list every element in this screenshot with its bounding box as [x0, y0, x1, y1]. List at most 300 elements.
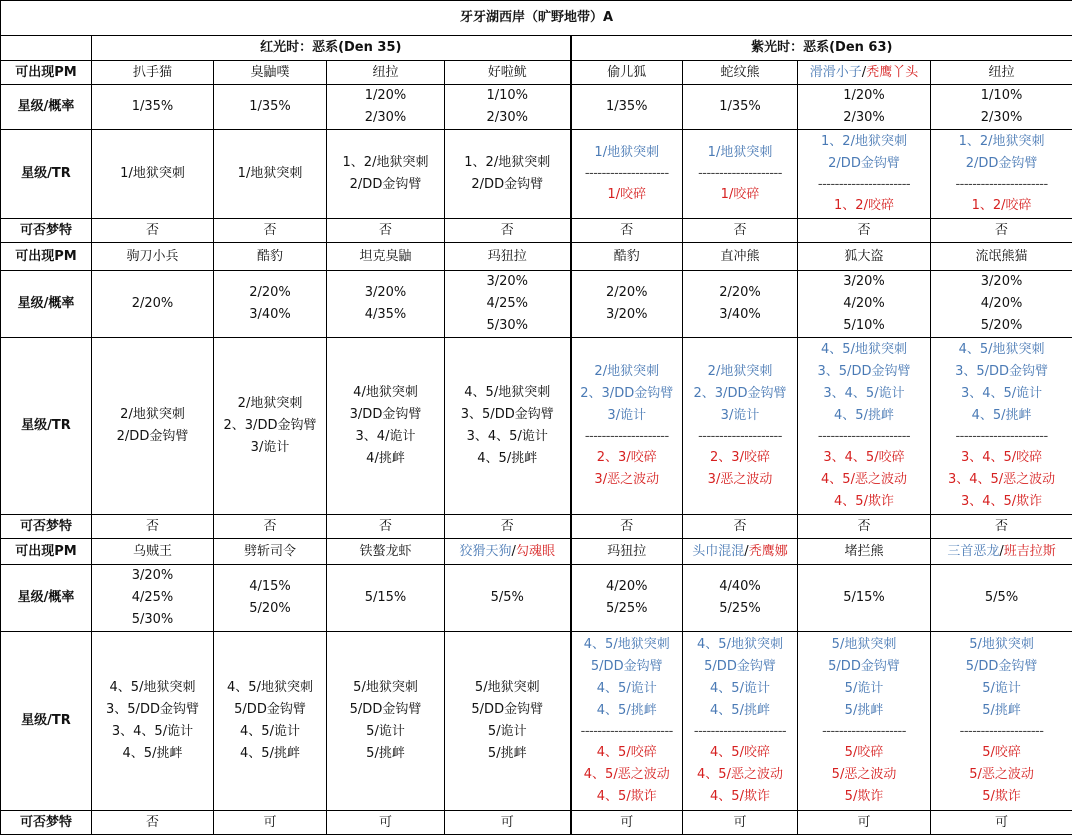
text-line: 4/15% [214, 576, 326, 598]
dream-flag: 否 [445, 219, 571, 243]
tr-list [445, 632, 571, 811]
text-line: 5/DD金钩臂 [214, 699, 326, 721]
dream-flag: 否 [214, 219, 327, 243]
text-line: 5/地狱突刺 [931, 634, 1072, 656]
text-line: 3、4、5/诡计 [798, 383, 930, 405]
text-line: 5/地狱突刺 [798, 634, 930, 656]
row-tr [1, 130, 1072, 219]
text-line: 5/DD金钩臂 [572, 656, 683, 678]
text-line: 4、5/咬碎 [572, 742, 683, 764]
text-line: 5/5% [931, 587, 1072, 609]
pokemon-name-part: 纽拉 [372, 65, 398, 80]
pokemon-name [214, 539, 327, 565]
text-line: 3/诡计 [683, 405, 797, 427]
pokemon-name [571, 243, 683, 271]
text-line: 1、2/咬碎 [798, 195, 930, 217]
pokemon-name-part: 玛狃拉 [488, 249, 527, 264]
row-label-tr: 星级/TR [1, 338, 92, 515]
pokemon-name-part: 直冲熊 [720, 249, 759, 264]
row-label-rate: 星级/概率 [1, 85, 92, 130]
text-line: 4、5/欺诈 [798, 491, 930, 513]
text-line: 2/20% [683, 282, 797, 304]
text-line: 4、5/地狱突刺 [445, 382, 570, 404]
text-line: 1/咬碎 [572, 184, 683, 206]
text-line: 2/20% [214, 282, 326, 304]
text-line: 4、5/地狱突刺 [572, 634, 683, 656]
pokemon-name-part: 三首恶龙 [947, 544, 999, 559]
text-line: 4、5/挑衅 [931, 405, 1072, 427]
pokemon-name [92, 243, 214, 271]
dream-flag: 否 [327, 219, 445, 243]
text-line: 5/咬碎 [931, 742, 1072, 764]
tr-list [931, 130, 1072, 219]
text-line: 1/10% [931, 85, 1072, 107]
text-line: 2/地狱突刺 [92, 404, 213, 426]
pokemon-name [92, 539, 214, 565]
dream-flag: 否 [92, 515, 214, 539]
star-rate [327, 565, 445, 632]
tr-divider: -------------------- [798, 722, 930, 742]
text-line: 2、3/咬碎 [683, 447, 797, 469]
star-rate [327, 271, 445, 338]
tr-list [571, 130, 683, 219]
row-label-rate: 星级/概率 [1, 565, 92, 632]
text-line: 4、5/诡计 [683, 678, 797, 700]
star-rate [92, 271, 214, 338]
text-line: 5/DD金钩臂 [798, 656, 930, 678]
star-rate [214, 271, 327, 338]
text-line: 5/30% [445, 315, 570, 337]
text-line: 4、5/挑衅 [445, 448, 570, 470]
star-rate [931, 85, 1072, 130]
text-line: 4、5/地狱突刺 [214, 677, 326, 699]
text-line: 2/20% [572, 282, 683, 304]
text-line: 1/35% [683, 96, 797, 118]
pokemon-name-part: 酷豹 [614, 249, 640, 264]
text-line: 5/20% [931, 315, 1072, 337]
text-line: 4、5/挑衅 [798, 405, 930, 427]
text-line: 3/诡计 [572, 405, 683, 427]
text-line: 4、5/地狱突刺 [92, 677, 213, 699]
pokemon-name-part: / [512, 544, 516, 559]
row-dream [1, 515, 1072, 539]
star-rate [571, 85, 683, 130]
pokemon-name [683, 243, 798, 271]
sheet-title: 牙牙湖西岸（旷野地带）A [1, 1, 1072, 36]
pokemon-name-part: 蛇纹熊 [720, 65, 759, 80]
star-rate [683, 271, 798, 338]
text-line: 2/DD金钩臂 [92, 426, 213, 448]
tr-list [798, 338, 931, 515]
pokemon-name-part: / [744, 544, 748, 559]
star-rate [798, 271, 931, 338]
pokemon-name [798, 243, 931, 271]
pokemon-name-part: 狐大盗 [844, 249, 883, 264]
text-line: 4、5/恶之波动 [683, 764, 797, 786]
dream-flag: 否 [571, 219, 683, 243]
text-line: 5/诡计 [445, 721, 570, 743]
dream-flag: 可 [214, 811, 327, 835]
text-line: 5/挑衅 [931, 700, 1072, 722]
tr-list [571, 632, 683, 811]
text-line: 3、5/DD金钩臂 [798, 361, 930, 383]
text-line: 4、5/欺诈 [572, 786, 683, 808]
dream-flag: 可 [327, 811, 445, 835]
text-line: 5/欺诈 [931, 786, 1072, 808]
tr-list [327, 632, 445, 811]
pokemon-name [798, 61, 931, 85]
row-label-dream: 可否梦特 [1, 515, 92, 539]
corner-cell [1, 36, 92, 61]
star-rate [445, 565, 571, 632]
text-line: 5/挑衅 [327, 743, 444, 765]
pokemon-name [931, 61, 1072, 85]
star-rate [931, 565, 1072, 632]
pokemon-name-part: 狡猾天狗 [460, 544, 512, 559]
dream-flag: 否 [92, 219, 214, 243]
text-line: 2/地狱突刺 [572, 361, 683, 383]
row-tr [1, 338, 1072, 515]
dream-flag: 可 [571, 811, 683, 835]
text-line: 5/15% [798, 587, 930, 609]
text-line: 5/15% [327, 587, 444, 609]
text-line: 4、5/挑衅 [572, 700, 683, 722]
text-line: 4、5/诡计 [214, 721, 326, 743]
pokemon-name [798, 539, 931, 565]
text-line: 3、4、5/恶之波动 [931, 469, 1072, 491]
star-rate [931, 271, 1072, 338]
dream-flag: 否 [214, 515, 327, 539]
text-line: 2/30% [931, 107, 1072, 129]
text-line: 4、5/挑衅 [683, 700, 797, 722]
dream-flag: 可 [683, 811, 798, 835]
text-line: 3/20% [931, 271, 1072, 293]
star-rate [92, 85, 214, 130]
text-line: 5/5% [445, 587, 570, 609]
row-label-tr: 星级/TR [1, 632, 92, 811]
text-line: 4/25% [445, 293, 570, 315]
text-line: 3/20% [445, 271, 570, 293]
text-line: 2/DD金钩臂 [798, 153, 930, 175]
pokemon-name [571, 539, 683, 565]
pokemon-name-part: 好啦鱿 [488, 65, 527, 80]
text-line: 5/恶之波动 [798, 764, 930, 786]
text-line: 5/诡计 [798, 678, 930, 700]
text-line: 5/25% [572, 598, 683, 620]
tr-divider: -------------------- [683, 427, 797, 447]
text-line: 1/35% [214, 96, 326, 118]
text-line: 1/35% [572, 96, 683, 118]
text-line: 5/恶之波动 [931, 764, 1072, 786]
text-line: 5/20% [214, 598, 326, 620]
pokemon-name [445, 243, 571, 271]
pokemon-name [445, 539, 571, 565]
tr-divider: -------------------- [572, 427, 683, 447]
tr-list [683, 130, 798, 219]
text-line: 1/地狱突刺 [683, 142, 797, 164]
text-line: 3、4、5/咬碎 [931, 447, 1072, 469]
tr-list [571, 338, 683, 515]
pokemon-name-part: 滑滑小子 [810, 65, 862, 80]
pokemon-name-part: 劈斩司令 [244, 544, 296, 559]
star-rate [445, 271, 571, 338]
text-line: 1/20% [798, 85, 930, 107]
pokemon-name-part: 臭鼬噗 [250, 65, 289, 80]
tr-divider: -------------------- [683, 164, 797, 184]
text-line: 2/30% [798, 107, 930, 129]
text-line: 3、4、5/诡计 [445, 426, 570, 448]
text-line: 5/DD金钩臂 [327, 699, 444, 721]
dream-flag: 否 [327, 515, 445, 539]
tr-list [445, 338, 571, 515]
tr-divider: ---------------------- [798, 427, 930, 447]
text-line: 1、2/咬碎 [931, 195, 1072, 217]
tr-list [683, 632, 798, 811]
row-pm [1, 539, 1072, 565]
star-rate [214, 85, 327, 130]
pokemon-name-part: 班吉拉斯 [1004, 544, 1056, 559]
text-line: 3/20% [798, 271, 930, 293]
text-line: 4、5/咬碎 [683, 742, 797, 764]
tr-divider: ---------------------- [931, 175, 1072, 195]
text-line: 2/DD金钩臂 [931, 153, 1072, 175]
star-rate [798, 85, 931, 130]
dream-flag: 否 [931, 515, 1072, 539]
text-line: 4/20% [931, 293, 1072, 315]
pokemon-name-part: 坦克臭鼬 [359, 249, 411, 264]
dream-flag: 否 [683, 219, 798, 243]
text-line: 3/20% [327, 282, 444, 304]
star-rate [92, 565, 214, 632]
tr-list [931, 632, 1072, 811]
star-rate [683, 565, 798, 632]
pokemon-name [931, 539, 1072, 565]
text-line: 3/恶之波动 [572, 469, 683, 491]
dream-flag: 否 [798, 515, 931, 539]
pokemon-name-part: 酷豹 [257, 249, 283, 264]
star-rate [571, 565, 683, 632]
text-line: 5/地狱突刺 [445, 677, 570, 699]
dream-flag: 可 [931, 811, 1072, 835]
row-pm [1, 243, 1072, 271]
text-line: 5/10% [798, 315, 930, 337]
text-line: 5/欺诈 [798, 786, 930, 808]
pokemon-name-part: 堵拦熊 [844, 544, 883, 559]
row-label-pm: 可出现PM [1, 61, 92, 85]
text-line: 1、2/地狱突刺 [445, 152, 570, 174]
row-label-dream: 可否梦特 [1, 219, 92, 243]
row-label-tr: 星级/TR [1, 130, 92, 219]
tr-list [327, 130, 445, 219]
text-line: 3、5/DD金钩臂 [92, 699, 213, 721]
text-line: 4、5/挑衅 [92, 743, 213, 765]
text-line: 2、3/DD金钩臂 [572, 383, 683, 405]
text-line: 3、4、5/诡计 [931, 383, 1072, 405]
text-line: 3、4、5/咬碎 [798, 447, 930, 469]
star-rate [683, 85, 798, 130]
dream-flag: 否 [571, 515, 683, 539]
text-line: 1/咬碎 [683, 184, 797, 206]
text-line: 3/DD金钩臂 [327, 404, 444, 426]
pokemon-name [92, 61, 214, 85]
text-line: 2/DD金钩臂 [445, 174, 570, 196]
pokemon-name-part: 驹刀小兵 [126, 249, 178, 264]
text-line: 5/挑衅 [798, 700, 930, 722]
text-line: 5/30% [92, 609, 213, 631]
pokemon-name-part: 流氓熊猫 [976, 249, 1028, 264]
text-line: 1/20% [327, 85, 444, 107]
row-label-dream: 可否梦特 [1, 811, 92, 835]
dream-flag: 否 [798, 219, 931, 243]
text-line: 3、4、5/诡计 [92, 721, 213, 743]
text-line: 5/DD金钩臂 [683, 656, 797, 678]
text-line: 2/20% [92, 293, 213, 315]
text-line: 5/挑衅 [445, 743, 570, 765]
red-light-header: 红光时：恶系(Den 35) [92, 36, 571, 61]
text-line: 4/40% [683, 576, 797, 598]
text-line: 3、5/DD金钩臂 [931, 361, 1072, 383]
row-dream [1, 219, 1072, 243]
tr-list [92, 130, 214, 219]
tr-list [445, 130, 571, 219]
row-label-pm: 可出现PM [1, 243, 92, 271]
row-rate [1, 565, 1072, 632]
text-line: 2、3/DD金钩臂 [683, 383, 797, 405]
text-line: 4/20% [572, 576, 683, 598]
text-line: 1、2/地狱突刺 [931, 131, 1072, 153]
star-rate [445, 85, 571, 130]
tr-list [798, 632, 931, 811]
row-label-rate: 星级/概率 [1, 271, 92, 338]
text-line: 5/地狱突刺 [327, 677, 444, 699]
tr-list [931, 338, 1072, 515]
text-line: 3/恶之波动 [683, 469, 797, 491]
text-line: 3/40% [683, 304, 797, 326]
row-tr [1, 632, 1072, 811]
text-line: 2、3/咬碎 [572, 447, 683, 469]
pokemon-name-part: / [999, 544, 1003, 559]
text-line: 4、5/欺诈 [683, 786, 797, 808]
pokemon-name [931, 243, 1072, 271]
text-line: 5/诡计 [327, 721, 444, 743]
pokemon-name [683, 539, 798, 565]
row-rate [1, 271, 1072, 338]
text-line: 4、5/恶之波动 [572, 764, 683, 786]
text-line: 2/30% [445, 107, 570, 129]
tr-divider: -------------------- [572, 164, 683, 184]
pokemon-name-part: / [862, 65, 866, 80]
text-line: 4、5/地狱突刺 [798, 339, 930, 361]
text-line: 3、5/DD金钩臂 [445, 404, 570, 426]
tr-list [214, 632, 327, 811]
text-line: 5/诡计 [931, 678, 1072, 700]
text-line: 4/35% [327, 304, 444, 326]
text-line: 4、5/地狱突刺 [683, 634, 797, 656]
pokemon-name [214, 61, 327, 85]
text-line: 3、4、5/欺诈 [931, 491, 1072, 513]
tr-list [214, 130, 327, 219]
tr-list [92, 338, 214, 515]
text-line: 3/20% [92, 565, 213, 587]
text-line: 3/20% [572, 304, 683, 326]
text-line: 5/25% [683, 598, 797, 620]
text-line: 1、2/地狱突刺 [327, 152, 444, 174]
tr-list [214, 338, 327, 515]
pokemon-name-part: 头巾混混 [692, 544, 744, 559]
tr-divider: ---------------------- [683, 722, 797, 742]
text-line: 4、5/诡计 [572, 678, 683, 700]
pokemon-name [327, 539, 445, 565]
row-rate [1, 85, 1072, 130]
row-label-pm: 可出现PM [1, 539, 92, 565]
dream-flag: 否 [931, 219, 1072, 243]
text-line: 2/地狱突刺 [214, 393, 326, 415]
row-pm [1, 61, 1072, 85]
star-rate [214, 565, 327, 632]
text-line: 4、5/恶之波动 [798, 469, 930, 491]
text-line: 4/20% [798, 293, 930, 315]
purple-light-header: 紫光时：恶系(Den 63) [571, 36, 1072, 61]
dream-flag: 可 [798, 811, 931, 835]
tr-list [798, 130, 931, 219]
text-line: 3/40% [214, 304, 326, 326]
text-line: 2、3/DD金钩臂 [214, 415, 326, 437]
tr-divider: ---------------------- [798, 175, 930, 195]
text-line: 4/地狱突刺 [327, 382, 444, 404]
pokemon-name-part: 铁螯龙虾 [359, 544, 411, 559]
text-line: 1/地狱突刺 [572, 142, 683, 164]
pokemon-name-part: 勾魂眼 [516, 544, 555, 559]
pokemon-name-part: 玛狃拉 [607, 544, 646, 559]
pokemon-name-part: 纽拉 [989, 65, 1015, 80]
row-dream [1, 811, 1072, 835]
text-line: 1/地狱突刺 [92, 163, 213, 185]
pokemon-name [571, 61, 683, 85]
text-line: 2/30% [327, 107, 444, 129]
text-line: 4、5/地狱突刺 [931, 339, 1072, 361]
tr-divider: ---------------------- [931, 427, 1072, 447]
text-line: 5/咬碎 [798, 742, 930, 764]
text-line: 4/挑衅 [327, 448, 444, 470]
text-line: 1、2/地狱突刺 [798, 131, 930, 153]
tr-list [683, 338, 798, 515]
pokemon-name-part: 偷儿狐 [607, 65, 646, 80]
pokemon-name [683, 61, 798, 85]
tr-divider: ---------------------- [572, 722, 683, 742]
pokemon-name-part: 扒手猫 [133, 65, 172, 80]
text-line: 4、5/挑衅 [214, 743, 326, 765]
text-line: 3、4/诡计 [327, 426, 444, 448]
pokemon-name-part: 秃鹰娜 [749, 544, 788, 559]
tr-divider: -------------------- [931, 722, 1072, 742]
dream-flag: 否 [92, 811, 214, 835]
star-rate [571, 271, 683, 338]
pokemon-name-part: 秃鹰丫头 [866, 65, 918, 80]
star-rate [798, 565, 931, 632]
pokemon-name [327, 243, 445, 271]
dream-flag: 否 [445, 515, 571, 539]
text-line: 5/DD金钩臂 [445, 699, 570, 721]
pokemon-name [214, 243, 327, 271]
text-line: 1/10% [445, 85, 570, 107]
pokemon-name [445, 61, 571, 85]
pokemon-name [327, 61, 445, 85]
text-line: 2/DD金钩臂 [327, 174, 444, 196]
text-line: 4/25% [92, 587, 213, 609]
text-line: 5/DD金钩臂 [931, 656, 1072, 678]
text-line: 1/35% [92, 96, 213, 118]
dream-flag: 可 [445, 811, 571, 835]
